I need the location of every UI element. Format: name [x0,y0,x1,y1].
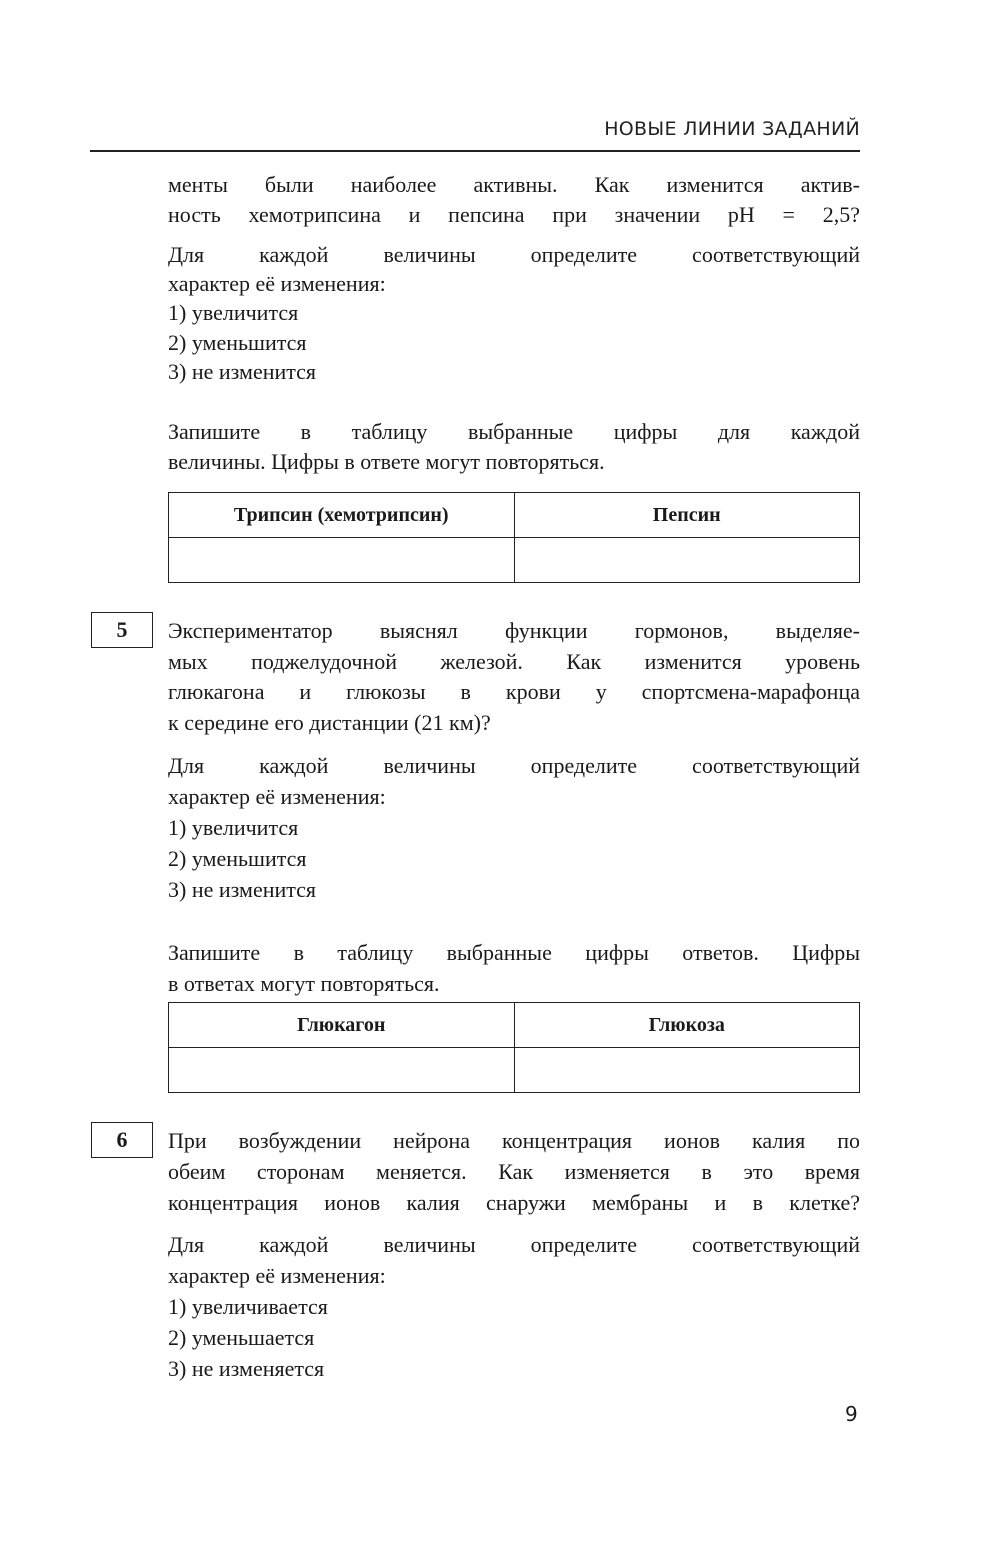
running-header: НОВЫЕ ЛИНИИ ЗАДАНИЙ [604,118,860,140]
write-line: величины. Цифры в ответе могут повторяться. [168,449,605,474]
option: 2) уменьшится [168,846,307,871]
task-number-box: 5 [91,612,153,648]
write-line: Запишите в таблицу выбранные цифры ответов. Цифры [168,940,860,965]
instruction-line: характер её изменения: [168,271,386,296]
option: 3) не изменится [168,359,317,384]
instruction-line: характер её изменения: [168,1263,386,1288]
answer-cell[interactable] [169,538,515,583]
answer-cell[interactable] [514,1048,860,1093]
option: 3) не изменяется [168,1356,325,1381]
text-line: обеим сторонам меняется. Как изменяется в это время [168,1159,860,1184]
option: 3) не изменится [168,877,317,902]
instruction-line: Для каждой величины определите соответствующий [168,242,860,267]
text-line: мых поджелудочной железой. Как изменится уровень [168,649,860,674]
text-line: глюкагона и глюкозы в крови у спортсмена-марафонца [168,679,860,704]
instruction-line: Для каждой величины определите соответствующий [168,1232,860,1257]
text-line: менты были наиболее активны. Как изменится актив- [168,172,860,197]
option: 1) увеличится [168,815,299,840]
answer-table [168,492,860,583]
option: 2) уменьшится [168,330,307,355]
text-line: к середине его дистанции (21 км)? [168,710,491,735]
option: 1) увеличится [168,300,299,325]
text-line: При возбуждении нейрона концентрация ионов калия по [168,1128,860,1153]
table-header: Трипсин (хемотрипсин) [169,493,515,538]
text-line: Экспериментатор выяснял функции гормонов, выделяе- [168,618,860,643]
answer-cell[interactable] [169,1048,515,1093]
table-header: Глюкагон [169,1003,515,1048]
table-header: Пепсин [514,493,860,538]
instruction-line: Для каждой величины определите соответствующий [168,753,860,778]
write-line: Запишите в таблицу выбранные цифры для каждой [168,419,860,444]
text-line: ность хемотрипсина и пепсина при значении pH = 2,5? [168,202,860,227]
header-rule [90,150,860,152]
page-number: 9 [845,1402,858,1426]
option: 1) увеличивается [168,1294,328,1319]
table-header: Глюкоза [514,1003,860,1048]
instruction-line: характер её изменения: [168,784,386,809]
option: 2) уменьшается [168,1325,315,1350]
answer-table [168,1002,860,1093]
text-line: концентрация ионов калия снаружи мембраны и в клетке? [168,1190,860,1215]
write-line: в ответах могут повторяться. [168,971,440,996]
task-number-box: 6 [91,1122,153,1158]
answer-cell[interactable] [514,538,860,583]
